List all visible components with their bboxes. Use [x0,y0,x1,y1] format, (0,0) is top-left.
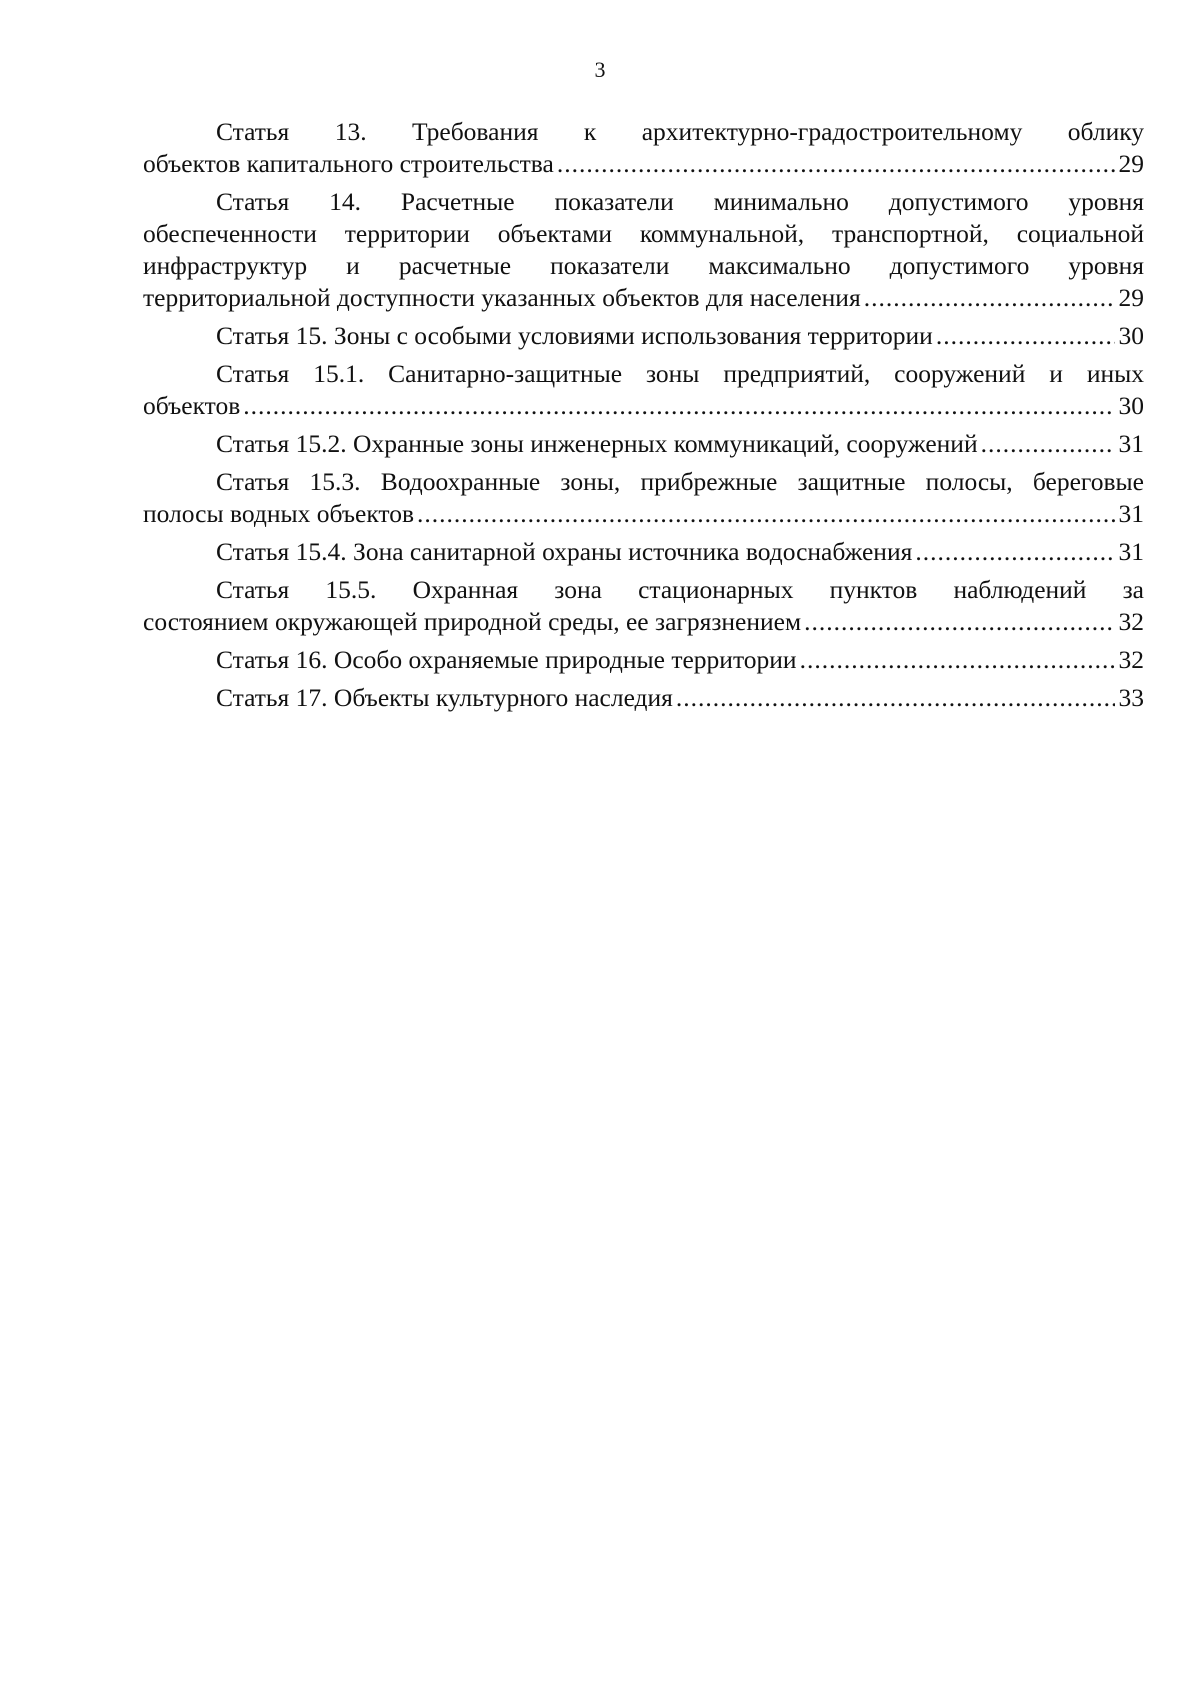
toc-entry-text: объектов капитального строительства [143,149,554,178]
toc-entry-text: Статья 14. Расчетные показатели минимально допустимого уровня [216,187,1144,216]
toc-page-number: 32 [1118,607,1144,636]
toc-entry [143,116,1144,180]
toc-page-number: 29 [1118,149,1144,178]
dot-leader [864,282,1115,314]
dot-leader [417,498,1115,530]
toc-entry [143,574,1144,638]
toc-entry [143,536,1144,568]
toc-entry-last-line [143,390,1144,422]
toc-entry-text: Статья 15. Зоны с особыми условиями использования территории [216,321,933,350]
dot-leader [936,320,1115,352]
toc-entry [143,428,1144,460]
toc-entry-text: полосы водных объектов [143,499,414,528]
toc-entry-last-line [143,536,1144,568]
table-of-contents [143,116,1144,720]
toc-entry-text: обеспеченности территории объектами коммунальной, транспортной, социальной [143,219,1144,248]
toc-entry-last-line [143,606,1144,638]
toc-page-number: 31 [1118,429,1144,458]
dot-leader [915,536,1114,568]
dot-leader [804,606,1114,638]
toc-entry [143,466,1144,530]
toc-entry-text: Статья 17. Объекты культурного наследия [216,683,673,712]
toc-entry-last-line [143,428,1144,460]
dot-leader [243,390,1114,422]
toc-entry-last-line [143,320,1144,352]
toc-page-number: 31 [1118,499,1144,528]
toc-page-number: 32 [1118,645,1144,674]
toc-entry [143,682,1144,714]
toc-entry-last-line [143,148,1144,180]
toc-entry-last-line [143,682,1144,714]
toc-entry-text: Статья 15.2. Охранные зоны инженерных коммуникаций, сооружений [216,429,978,458]
dot-leader [800,644,1115,676]
toc-entry-text: Статья 15.4. Зона санитарной охраны источника водоснабжения [216,537,913,566]
toc-entry-text: Статья 15.3. Водоохранные зоны, прибрежные защитные полосы, береговые [216,467,1144,496]
toc-page-number: 30 [1118,321,1144,350]
toc-entry-text: инфраструктур и расчетные показатели максимально допустимого уровня [143,251,1144,280]
toc-entry [143,644,1144,676]
toc-entry-text: Статья 15.1. Санитарно-защитные зоны предприятий, сооружений и иных [216,359,1144,388]
toc-page-number: 29 [1118,283,1144,312]
toc-entry-text: территориальной доступности указанных объектов для населения [143,283,861,312]
toc-page-number: 31 [1118,537,1144,566]
toc-entry [143,186,1144,314]
toc-entry-text: объектов [143,391,241,420]
toc-page-number: 30 [1118,391,1144,420]
toc-entry-last-line [143,644,1144,676]
toc-entry-text: состоянием окружающей природной среды, ее загрязнением [143,607,802,636]
toc-entry-last-line [143,282,1144,314]
toc-entry-last-line [143,498,1144,530]
toc-page-number: 33 [1118,683,1144,712]
dot-leader [981,428,1115,460]
toc-entry [143,358,1144,422]
page-number: 3 [594,57,606,82]
toc-entry-text: Статья 16. Особо охраняемые природные территории [216,645,797,674]
dot-leader [557,148,1115,180]
toc-entry-text: Статья 15.5. Охранная зона стационарных пунктов наблюдений за [216,575,1144,604]
dot-leader [676,682,1115,714]
toc-entry-text: Статья 13. Требования к архитектурно-градостроительному облику [216,117,1144,146]
toc-entry [143,320,1144,352]
